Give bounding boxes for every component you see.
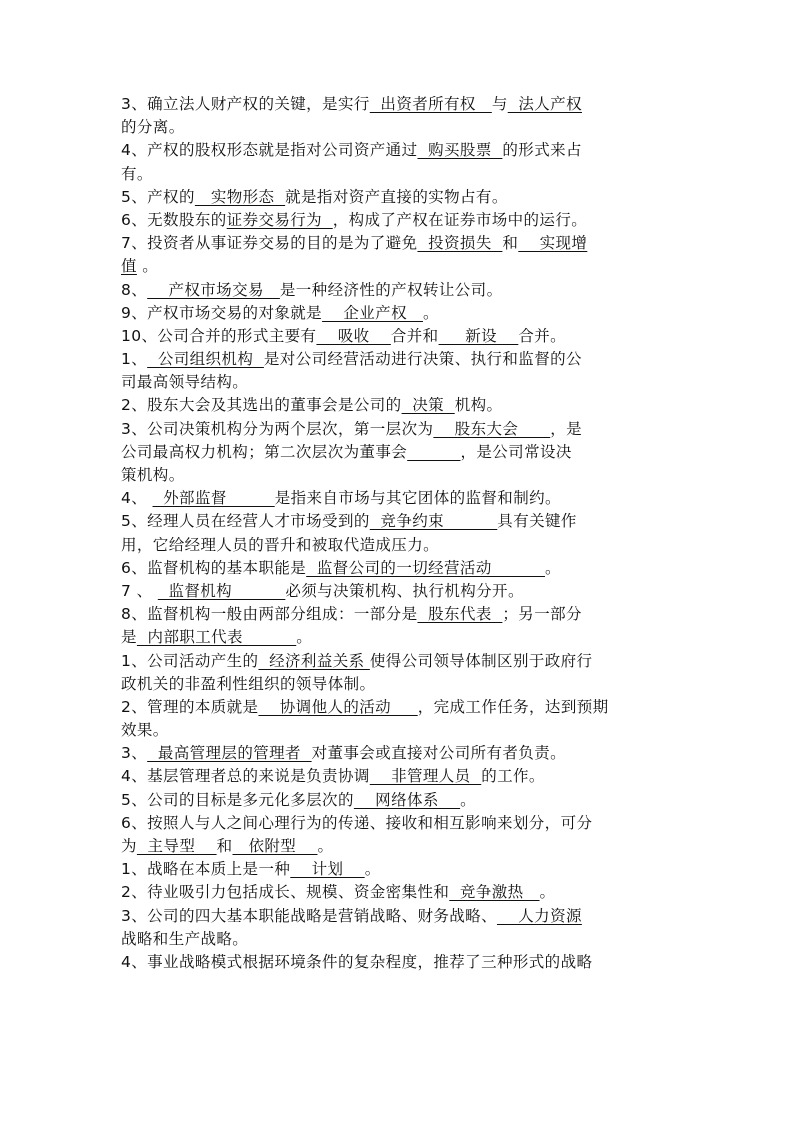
fill-in-answer: 决策 — [401, 396, 455, 415]
question-text: 的分离。 — [121, 118, 185, 137]
fill-in-answer: 实现增 — [518, 234, 588, 253]
text-line — [121, 580, 687, 603]
question-text: 4、事业战略模式根据环境条件的复杂程度，推荐了三种形式的战略 — [121, 952, 593, 971]
document-body — [121, 93, 687, 974]
question-text: 2、管理的本质就是 — [121, 697, 259, 716]
fill-in-answer: 值 — [121, 257, 137, 276]
question-text: 。 — [136, 257, 159, 276]
fill-in-answer: 实物形态 — [194, 187, 286, 206]
question-text: 。 — [296, 628, 313, 647]
text-line — [121, 928, 687, 951]
text-line — [121, 232, 687, 255]
question-text: 。 — [539, 883, 556, 902]
question-text: 5、产权的 — [121, 187, 195, 206]
question-text: 。 — [545, 558, 561, 577]
question-text: 政机关的非盈利性组织的领导体制。 — [121, 674, 376, 693]
question-text: 4、产权的股权形态就是指对公司资产通过 — [121, 141, 418, 160]
question-text: 是指来自市场与其它团体的监督和制约。 — [274, 489, 561, 508]
question-text: ，是公司常设决 — [460, 442, 572, 461]
text-line — [121, 789, 687, 812]
text-line — [121, 534, 687, 557]
text-line — [121, 186, 687, 209]
question-text: 和 — [216, 837, 233, 855]
text-line — [121, 371, 687, 394]
fill-in-answer: 投资损失 — [417, 234, 503, 253]
text-line — [121, 325, 687, 348]
question-text: 。 — [364, 860, 381, 879]
fill-in-answer: 公司组织机构 — [147, 350, 264, 369]
text-line — [121, 673, 687, 696]
fill-in-answer: 产权市场交易 — [147, 280, 280, 299]
fill-in-answer: 内部职工代表 — [136, 628, 297, 647]
question-text: 合并和 — [390, 326, 439, 345]
text-line — [121, 394, 687, 417]
question-text: 2、股东大会及其选出的董事会是公司的 — [121, 396, 402, 415]
question-text: 6、按照人与人之间心理行为的传递、接收和相互影响来划分，可分 — [121, 813, 593, 832]
fill-in-answer: 股东代表 — [417, 605, 503, 624]
text-line — [121, 464, 687, 487]
question-text: 6、监督机构的基本职能是 — [121, 558, 307, 577]
text-line — [121, 348, 687, 371]
text-line — [121, 418, 687, 441]
question-text: 效果。 — [121, 721, 169, 740]
question-text: 3、公司决策机构分为两个层次，第一层次为 — [121, 419, 434, 438]
fill-in-answer: 依附型 — [232, 837, 318, 855]
question-text: 3、 — [121, 744, 148, 763]
question-text: 9、产权市场交易的对象就是 — [121, 303, 323, 322]
text-line — [121, 650, 687, 673]
question-text: 公司最高权力机构；第二次层次为董事会 — [121, 442, 408, 461]
text-line — [121, 163, 687, 186]
fill-in-answer: 主导型 — [136, 837, 217, 855]
text-line — [121, 279, 687, 302]
fill-in-answer: 证券交易行为 — [226, 210, 333, 229]
question-text: 2、待业吸引力包括成长、规模、资金密集性和 — [121, 883, 450, 902]
question-text: 机构。 — [454, 396, 503, 415]
text-line — [121, 719, 687, 742]
fill-in-answer: 监督公司的一切经营活动 — [306, 558, 545, 577]
fill-in-answer: 监督机构 — [157, 581, 286, 600]
text-line — [121, 812, 687, 835]
text-line — [121, 626, 687, 649]
question-text: ；另一部分 — [502, 605, 582, 624]
question-text: ，完成工作任务，达到预期 — [417, 697, 609, 716]
text-line — [121, 905, 687, 928]
fill-in-answer — [407, 443, 460, 461]
question-text: 5、公司的目标是多元化多层次的 — [121, 790, 354, 809]
question-text: 就是指对资产直接的实物占有。 — [285, 187, 508, 206]
question-text: 6、无数股东的 — [121, 210, 227, 229]
fill-in-answer: 经济利益关系 — [258, 651, 370, 670]
question-text: 用，它给经理人员的晋升和被取代造成压力。 — [121, 535, 440, 554]
question-text: ，是 — [550, 419, 583, 438]
question-text: 是对公司经营活动进行决策、执行和监督的公 — [263, 350, 582, 369]
fill-in-answer: 股东大会 — [433, 419, 551, 438]
question-text: 4、基层管理者总的来说是负责协调 — [121, 767, 370, 786]
question-text: 有。 — [121, 164, 153, 183]
text-line — [121, 765, 687, 788]
question-text: 。 — [460, 790, 476, 809]
question-text: 5、经理人员在经营人才市场受到的 — [121, 512, 370, 531]
fill-in-answer: 网络体系 — [353, 790, 461, 809]
question-text: 为 — [121, 837, 137, 855]
text-line — [121, 696, 687, 719]
text-line — [121, 93, 687, 116]
question-text: 必须与决策机构、执行机构分开。 — [285, 581, 524, 600]
fill-in-answer: 新设 — [438, 326, 519, 345]
question-text: 合并。 — [518, 326, 567, 345]
text-line — [121, 835, 687, 858]
text-line — [121, 951, 687, 974]
question-text: 10、公司合并的形式主要有 — [121, 326, 317, 345]
text-line — [121, 139, 687, 162]
fill-in-answer: 外部监督 — [152, 489, 275, 508]
question-text: 7、投资者从事证券交易的目的是为了避免 — [121, 234, 418, 253]
question-text: 1、公司活动产生的 — [121, 651, 259, 670]
fill-in-answer: 购买股票 — [417, 141, 503, 160]
text-line — [121, 487, 687, 510]
question-text: 8、监督机构一般由两部分组成：一部分是 — [121, 605, 418, 624]
text-line — [121, 116, 687, 139]
text-line — [121, 742, 687, 765]
question-text: 具有关键作 — [497, 512, 577, 531]
fill-in-answer: 吸收 — [316, 326, 391, 345]
fill-in-answer: 竞争激热 — [449, 883, 540, 902]
question-text: 的工作。 — [481, 767, 545, 786]
question-text: 司最高领导结构。 — [121, 373, 249, 392]
question-text: 7 、 — [121, 581, 158, 600]
fill-in-answer: 企业产权 — [322, 303, 423, 322]
text-line — [121, 557, 687, 580]
question-text: 是 — [121, 628, 137, 647]
text-line — [121, 302, 687, 325]
question-text: 和 — [502, 234, 519, 253]
question-text: 的形式来占 — [502, 141, 582, 160]
question-text: 8、 — [121, 280, 148, 299]
fill-in-answer: 最高管理层的管理者 — [147, 744, 312, 763]
fill-in-answer: 计划 — [290, 860, 365, 879]
text-line — [121, 603, 687, 626]
fill-in-answer: 竞争约束 — [369, 512, 498, 531]
fill-in-answer: 非管理人员 — [369, 767, 482, 786]
text-line — [121, 441, 687, 464]
question-text: 1、 — [121, 350, 148, 369]
fill-in-answer: 法人产权 — [507, 95, 582, 113]
question-text: 与 — [491, 95, 508, 113]
text-line — [121, 255, 687, 278]
text-line — [121, 510, 687, 533]
question-text: ，构成了产权在证券市场中的运行。 — [332, 210, 588, 229]
text-line — [121, 209, 687, 232]
question-text: 策机构。 — [121, 466, 185, 484]
question-text: 3、确立法人财产权的关键，是实行 — [121, 95, 370, 113]
question-text: 4、 — [121, 489, 153, 508]
question-text: 1、战略在本质上是一种 — [121, 860, 291, 879]
question-text: 战略和生产战略。 — [121, 929, 249, 948]
fill-in-answer: 出资者所有权 — [369, 95, 492, 113]
text-line — [121, 858, 687, 881]
question-text: 对董事会或直接对公司所有者负责。 — [311, 744, 566, 763]
text-line — [121, 881, 687, 904]
question-text: 使得公司领导体制区别于政府行 — [369, 651, 593, 670]
question-text: 是一种经济性的产权转让公司。 — [279, 280, 503, 299]
question-text: 。 — [317, 837, 334, 855]
fill-in-answer: 人力资源 — [496, 906, 582, 925]
question-text: 。 — [422, 303, 439, 322]
question-text: 3、公司的四大基本职能战略是营销战略、财务战略、 — [121, 906, 497, 925]
fill-in-answer: 协调他人的活动 — [258, 697, 418, 716]
